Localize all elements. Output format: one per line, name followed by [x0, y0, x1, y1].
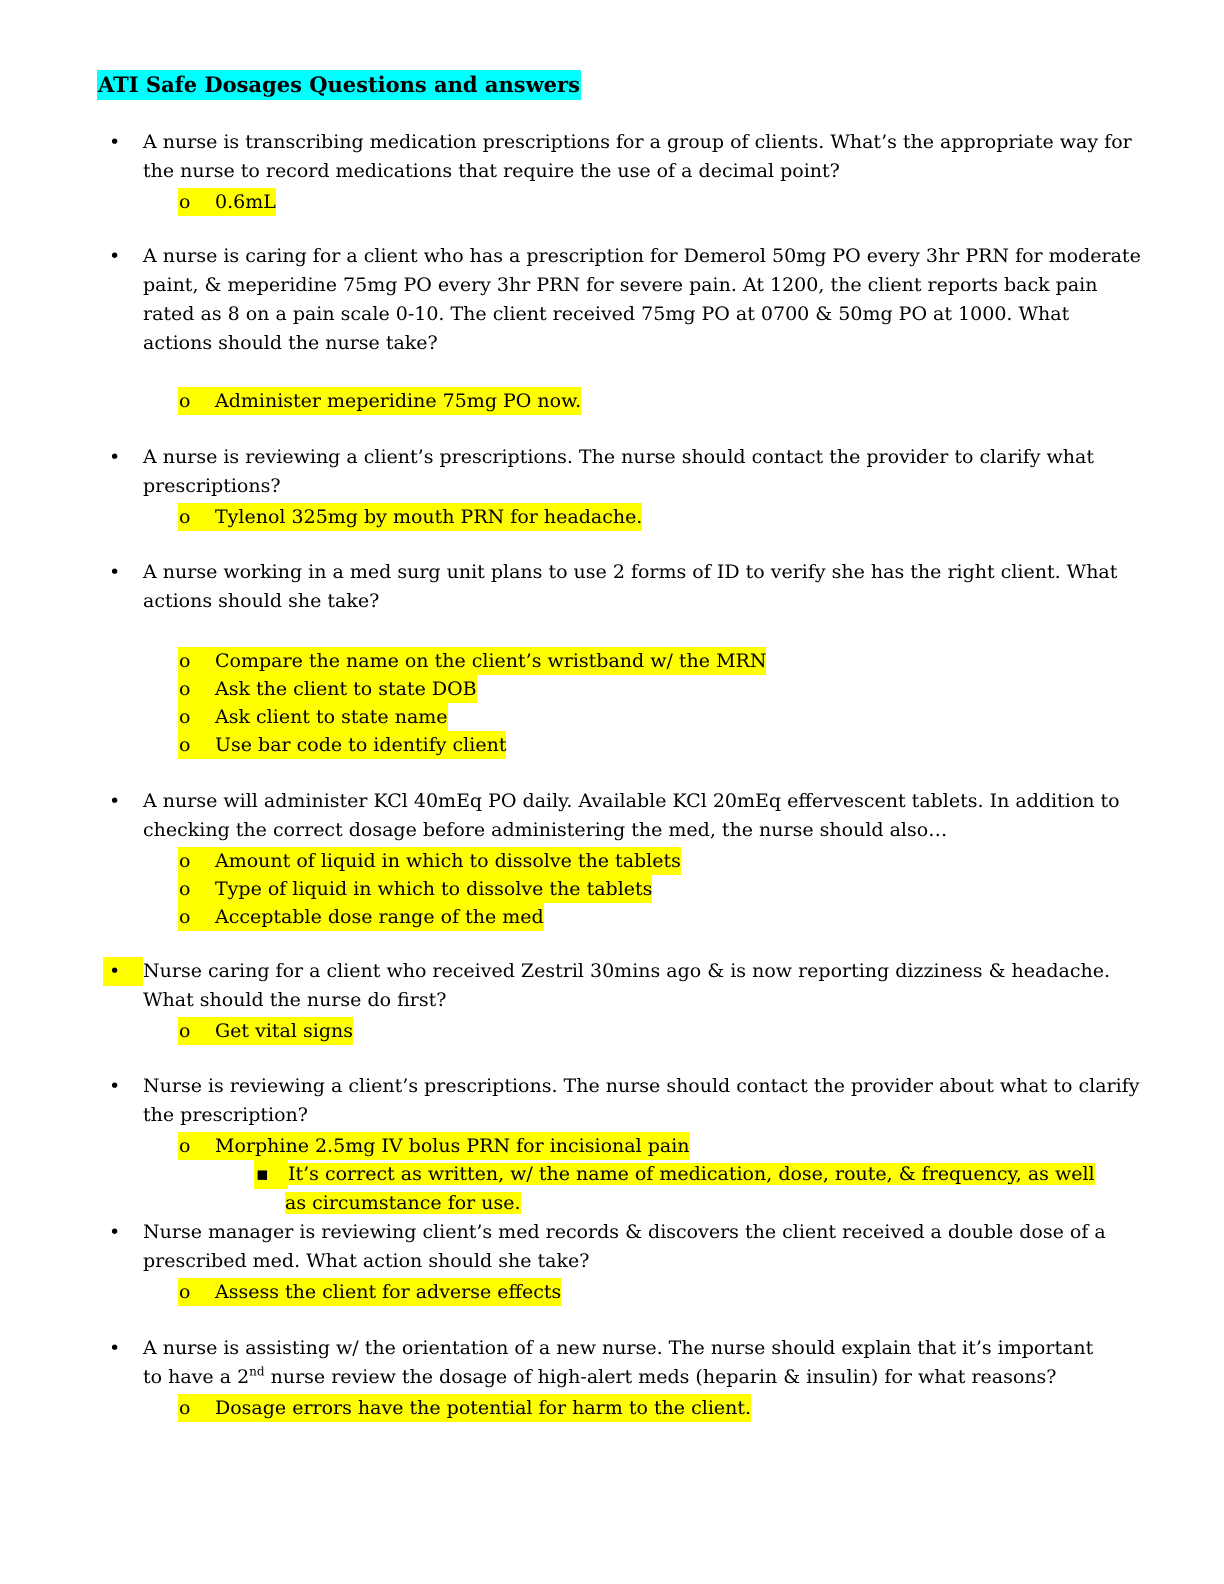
answer-5-2: o Type of liquid in which to dissolve the tablets [178, 875, 652, 903]
bullet: • [109, 1221, 121, 1243]
answer-2-1: o Administer meperidine 75mg PO now. [178, 387, 581, 415]
question-6: Nurse caring for a client who received Zestril 30mins ago & is now reporting dizziness & headache. What should the nurse do first? [143, 960, 1111, 1011]
answer-5-1: o Amount of liquid in which to dissolve the tablets [178, 847, 681, 875]
question-8: Nurse manager is reviewing client’s med records & discovers the client received a double dose of a prescribed med. What action should she take? [143, 1221, 1106, 1272]
answer-4-2: o Ask the client to state DOB [178, 675, 477, 703]
answer-7-1: o Morphine 2.5mg IV bolus PRN for incisional pain [178, 1132, 690, 1160]
document-title: ATI Safe Dosages Questions and answers [97, 70, 581, 100]
question-5: A nurse will administer KCl 40mEq PO daily. Available KCl 20mEq effervescent tablets. In addition to checking the correct dosage before administering the med, the nurse should also… [143, 790, 1120, 841]
bullet: • [109, 790, 121, 812]
question-4: A nurse working in a med surg unit plans to use 2 forms of ID to verify she has the right client. What actions should she take? [143, 561, 1118, 612]
answer-5-3: o Acceptable dose range of the med [178, 903, 544, 931]
question-1: A nurse is transcribing medication prescriptions for a group of clients. What’s the appropriate way for the nurse to record medications that require the use of a decimal point? [143, 131, 1132, 182]
answer-8-1: o Assess the client for adverse effects [178, 1278, 561, 1306]
question-3: A nurse is reviewing a client’s prescriptions. The nurse should contact the provider to clarify what prescriptions? [143, 446, 1094, 497]
bullet: • [109, 446, 121, 468]
question-9: A nurse is assisting w/ the orientation of a new nurse. The nurse should explain that it’s important to have a 2nd nurse review the dosage of high-alert meds (heparin & insulin) for what reasons? [143, 1337, 1094, 1388]
question-2: A nurse is caring for a client who has a prescription for Demerol 50mg PO every 3hr PRN for moderate paint, & meperidine 75mg PO every 3hr PRN for severe pain. At 1200, the client reports back pain rated as 8 on a pain scale 0-10. The client received 75mg PO at 0700 & 50mg PO at 1000. What actions should the nurse take? [143, 245, 1141, 354]
answer-7-note-cont: as circumstance for use. [285, 1192, 521, 1214]
bullet: • [109, 1075, 121, 1097]
answer-9-1: o Dosage errors have the potential for harm to the client. [178, 1394, 751, 1422]
answer-4-4: o Use bar code to identify client [178, 731, 506, 759]
answer-3-1: o Tylenol 325mg by mouth PRN for headache. [178, 503, 642, 531]
bullet: • [109, 131, 121, 153]
answer-4-1: o Compare the name on the client’s wristband w/ the MRN [178, 647, 766, 675]
answer-6-1: o Get vital signs [178, 1017, 353, 1045]
bullet: • [109, 561, 121, 583]
bullet-highlighted: • [103, 957, 143, 986]
answer-1-1: o 0.6mL [178, 188, 276, 216]
bullet: • [109, 245, 121, 267]
question-7: Nurse is reviewing a client’s prescriptions. The nurse should contact the provider about what to clarify the prescription? [143, 1075, 1140, 1126]
answer-4-3: o Ask client to state name [178, 703, 448, 731]
bullet: • [109, 1337, 121, 1359]
answer-7-note: ▪ It’s correct as written, w/ the name of medication, dose, route, & frequency, as well [254, 1160, 1095, 1189]
